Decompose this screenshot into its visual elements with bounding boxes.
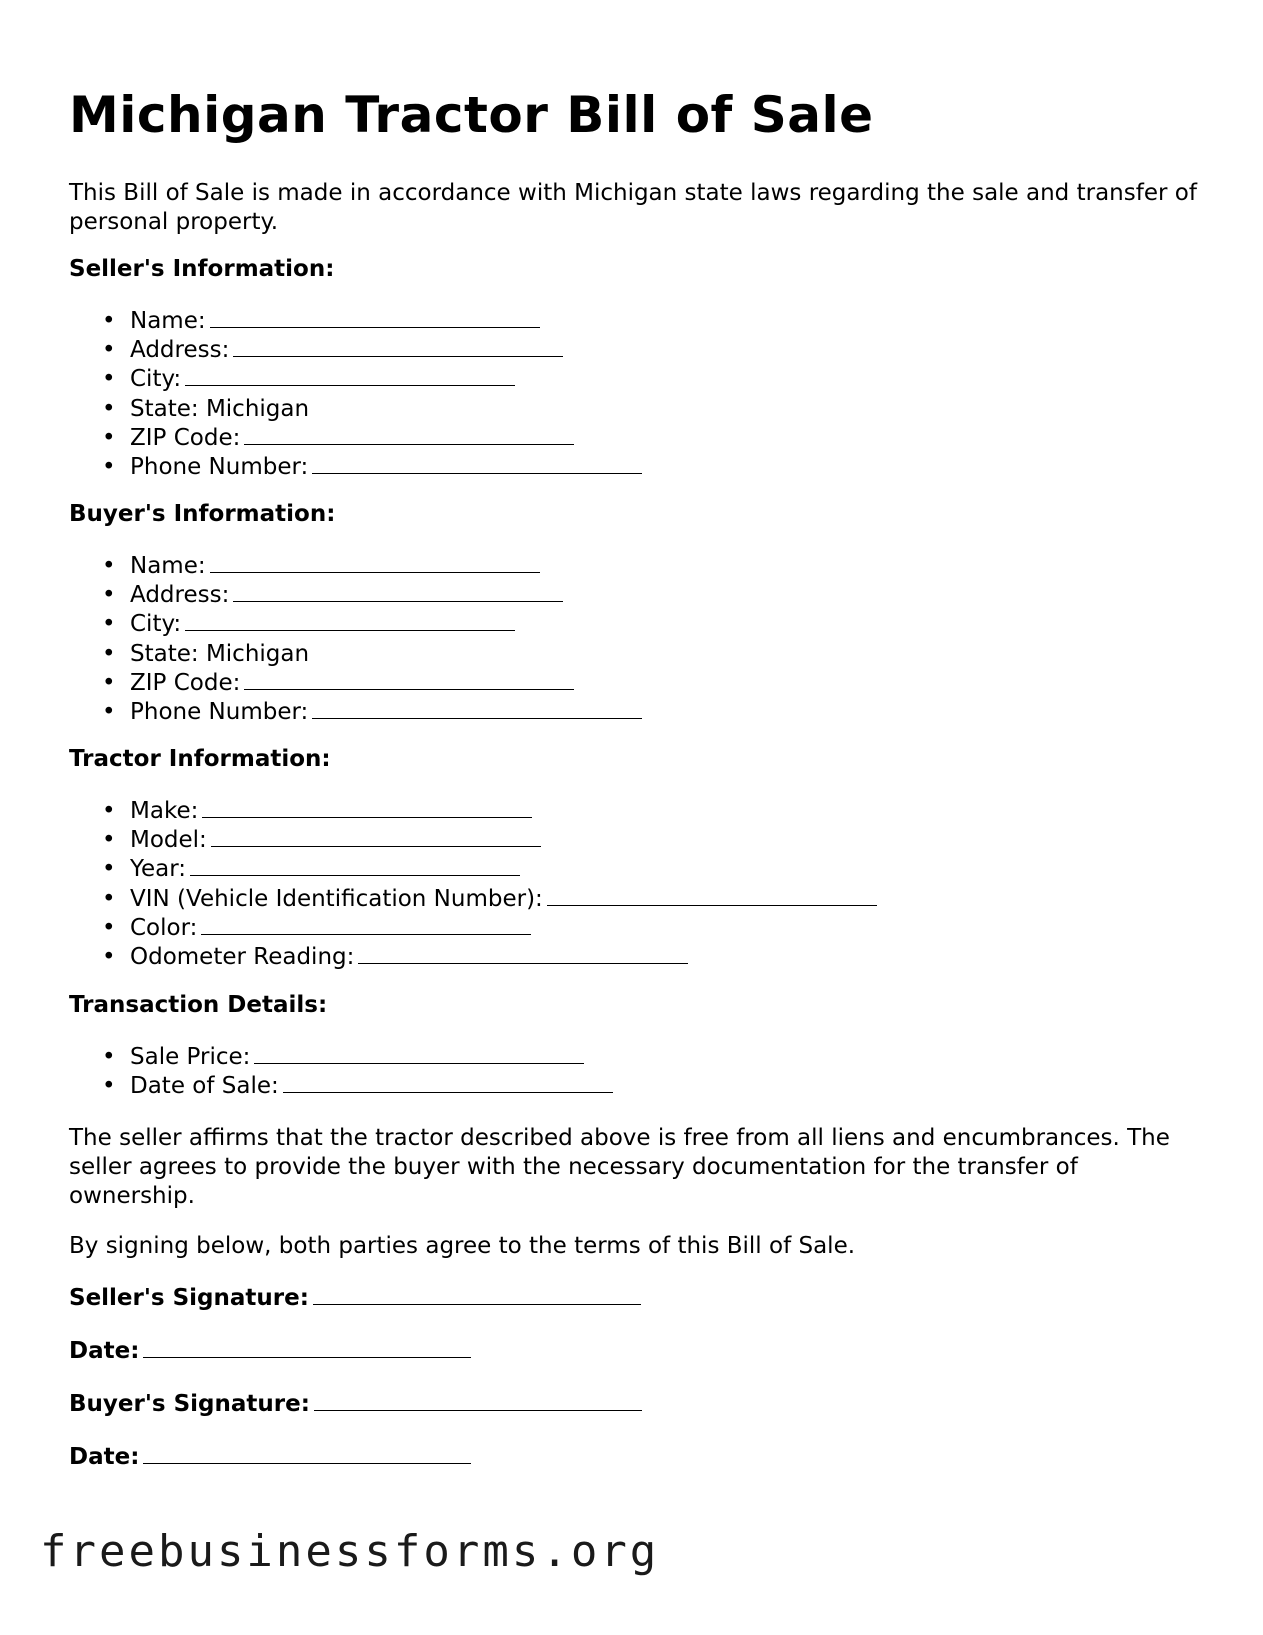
tractor-year-field — [130, 855, 877, 884]
buyer-date-line — [69, 1443, 471, 1472]
seller-zip-blank[interactable] — [244, 424, 574, 445]
tractor-odometer-field — [130, 943, 877, 972]
date-of-sale-field — [130, 1072, 613, 1101]
field-label: ZIP Code: — [130, 669, 241, 696]
intro-paragraph: This Bill of Sale is made in accordance with Michigan state laws regarding the sale and transfer of personal property. — [69, 180, 1197, 235]
field-label: Phone Number: — [130, 454, 309, 481]
seller-fields-list — [69, 307, 642, 482]
tractor-make-blank[interactable] — [202, 797, 532, 818]
buyer-name-field — [130, 552, 642, 581]
seller-address-blank[interactable] — [233, 336, 563, 357]
seller-name-field — [130, 307, 642, 336]
field-label: Address: — [130, 337, 230, 364]
buyer-zip-field — [130, 669, 642, 698]
field-label: City: — [130, 611, 182, 638]
sale-price-blank[interactable] — [254, 1043, 584, 1064]
seller-phone-field — [130, 453, 642, 482]
seller-address-field — [130, 336, 642, 365]
tractor-model-field — [130, 826, 877, 855]
field-label: Model: — [130, 827, 207, 854]
site-watermark: freebusinessforms.org — [40, 1526, 660, 1577]
buyer-city-blank[interactable] — [185, 610, 515, 631]
date-of-sale-blank[interactable] — [283, 1072, 613, 1093]
seller-date-blank[interactable] — [143, 1337, 471, 1358]
field-label: Address: — [130, 582, 230, 609]
seller-signature-label: Seller's Signature: — [69, 1285, 309, 1311]
field-label: Color: — [130, 914, 198, 941]
field-label: Sale Price: — [130, 1044, 251, 1070]
buyer-zip-blank[interactable] — [244, 669, 574, 690]
transaction-fields-list — [69, 1043, 613, 1101]
document-title: Michigan Tractor Bill of Sale — [69, 86, 874, 144]
tractor-vin-blank[interactable] — [547, 885, 877, 906]
field-label: State: Michigan — [130, 395, 310, 422]
tractor-color-blank[interactable] — [201, 914, 531, 935]
buyer-address-blank[interactable] — [233, 581, 563, 602]
field-label: State: Michigan — [130, 640, 310, 667]
seller-zip-field — [130, 424, 642, 453]
seller-date-line — [69, 1337, 471, 1366]
tractor-section-heading: Tractor Information: — [69, 746, 331, 772]
field-label: ZIP Code: — [130, 424, 241, 451]
tractor-color-field — [130, 914, 877, 943]
field-label: Year: — [130, 856, 187, 883]
tractor-fields-list — [69, 797, 877, 972]
buyer-signature-label: Buyer's Signature: — [69, 1391, 310, 1417]
buyer-signature-line — [69, 1390, 642, 1419]
field-label: Name: — [130, 553, 206, 579]
buyer-state-field — [130, 640, 642, 669]
buyer-phone-field — [130, 698, 642, 727]
tractor-odometer-blank[interactable] — [358, 943, 688, 964]
seller-phone-blank[interactable] — [312, 453, 642, 474]
seller-city-field — [130, 365, 642, 394]
buyer-date-label: Date: — [69, 1444, 140, 1470]
buyer-section-heading: Buyer's Information: — [69, 501, 336, 527]
buyer-name-blank[interactable] — [210, 552, 540, 573]
affirmation-paragraph: The seller affirms that the tractor described above is free from all liens and encumbrances. The seller agrees to provide the buyer with the necessary documentation for the transfer of ownership. — [69, 1125, 1170, 1209]
seller-date-label: Date: — [69, 1338, 140, 1364]
buyer-city-field — [130, 610, 642, 639]
tractor-model-blank[interactable] — [211, 826, 541, 847]
tractor-make-field — [130, 797, 877, 826]
buyer-address-field — [130, 581, 642, 610]
seller-city-blank[interactable] — [185, 365, 515, 386]
seller-name-blank[interactable] — [210, 307, 540, 328]
field-label: Date of Sale: — [130, 1073, 279, 1100]
seller-signature-blank[interactable] — [313, 1284, 641, 1305]
field-label: Odometer Reading: — [130, 944, 355, 971]
field-label: Name: — [130, 308, 206, 334]
tractor-vin-field — [130, 885, 877, 914]
field-label: City: — [130, 366, 182, 393]
transaction-section-heading: Transaction Details: — [69, 992, 328, 1018]
agreement-paragraph: By signing below, both parties agree to the terms of this Bill of Sale. — [69, 1233, 856, 1259]
field-label: Phone Number: — [130, 699, 309, 726]
seller-section-heading: Seller's Information: — [69, 256, 335, 282]
field-label: Make: — [130, 798, 199, 824]
field-label: VIN (Vehicle Identification Number): — [130, 885, 543, 912]
buyer-signature-blank[interactable] — [314, 1390, 642, 1411]
seller-signature-line — [69, 1284, 641, 1313]
sale-price-field — [130, 1043, 613, 1072]
seller-state-field — [130, 395, 642, 424]
buyer-phone-blank[interactable] — [312, 698, 642, 719]
tractor-year-blank[interactable] — [190, 855, 520, 876]
buyer-fields-list — [69, 552, 642, 727]
buyer-date-blank[interactable] — [143, 1443, 471, 1464]
